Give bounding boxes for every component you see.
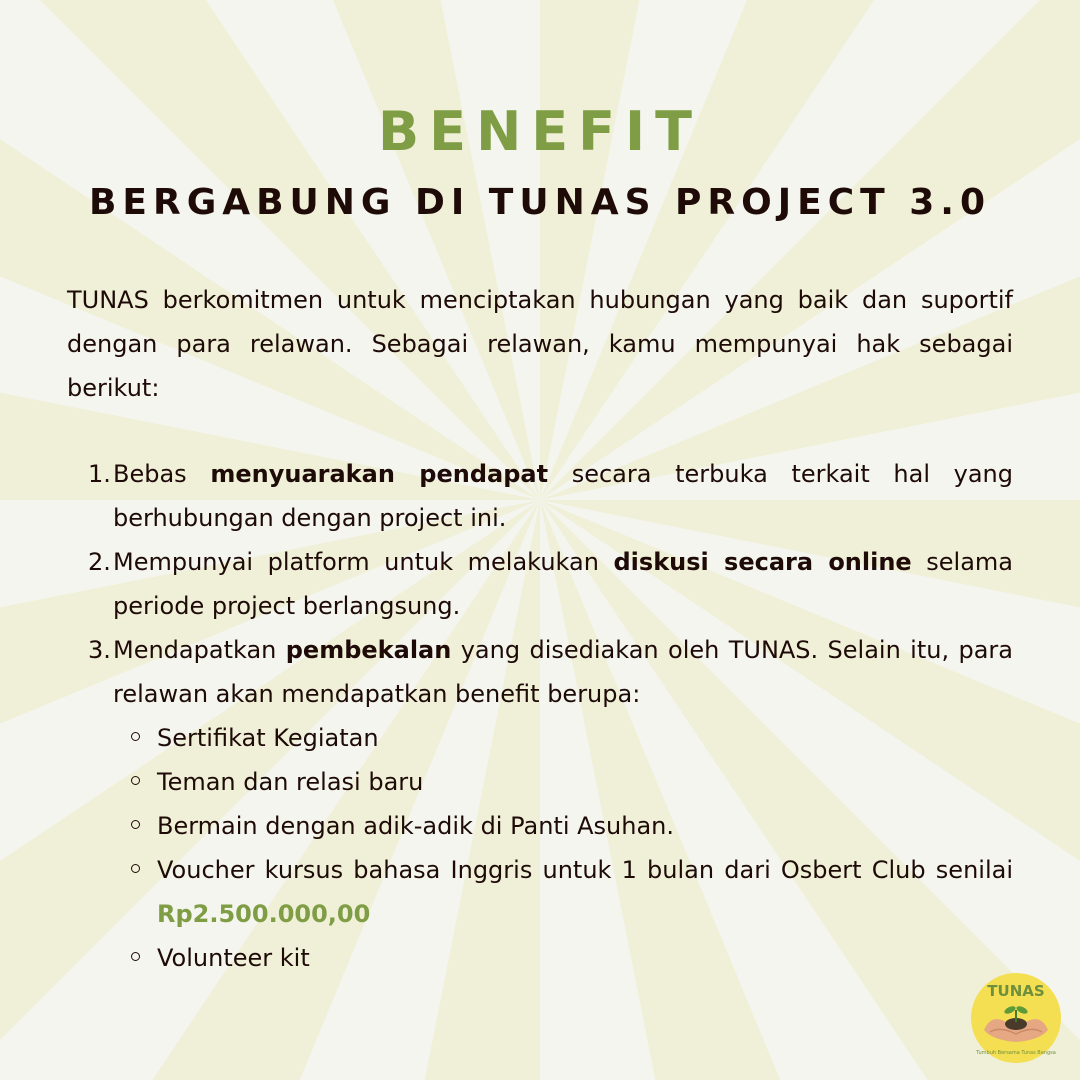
- benefit-text-part: selama periode project berlangsung.: [113, 548, 1013, 620]
- sub-benefit-text: Volunteer kit: [157, 944, 310, 972]
- benefit-text-part: yang disediakan oleh TUNAS. Selain itu, para relawan akan mendapatkan benefit berupa:: [113, 636, 1013, 708]
- benefit-highlight: diskusi secara online: [613, 548, 912, 576]
- title: BENEFIT: [378, 100, 702, 163]
- benefit-highlight: pembekalan: [285, 636, 452, 664]
- benefit-text: [113, 540, 1013, 628]
- benefit-item: [0, 452, 1080, 540]
- logo-text: TUNAS: [987, 982, 1045, 1000]
- benefit-text: [113, 452, 1013, 540]
- sub-benefit-item: [113, 716, 1013, 760]
- logo-tagline: Tumbuh Bersama Tunas Bangsa: [976, 1050, 1056, 1056]
- sub-benefit-list: [113, 716, 1013, 980]
- benefit-text-part: Mendapatkan: [113, 636, 286, 664]
- circle-bullet-icon: [131, 820, 140, 829]
- sub-benefit-text: Teman dan relasi baru: [157, 768, 424, 796]
- benefit-list: [0, 452, 1080, 980]
- tunas-logo: [970, 972, 1062, 1064]
- benefit-number: 1.: [88, 460, 111, 488]
- benefit-text-part: Bebas: [113, 460, 211, 488]
- intro-paragraph: TUNAS berkomitmen untuk menciptakan hubungan yang baik dan suportif dengan para relawan. Sebagai relawan, kamu mempunyai hak sebagai berikut:: [67, 286, 1013, 402]
- benefit-item: [0, 540, 1080, 628]
- circle-bullet-icon: [131, 952, 140, 961]
- benefit-item: [0, 628, 1080, 980]
- benefit-text: [113, 628, 1013, 716]
- benefit-text-part: Mempunyai platform untuk melakukan: [113, 548, 614, 576]
- benefit-highlight: menyuarakan pendapat: [210, 460, 549, 488]
- sub-benefit-text: Sertifikat Kegiatan: [157, 724, 379, 752]
- benefit-number: 3.: [88, 636, 111, 664]
- circle-bullet-icon: [131, 864, 140, 873]
- circle-bullet-icon: [131, 776, 140, 785]
- voucher-price: Rp2.500.000,00: [157, 900, 371, 928]
- subtitle: BERGABUNG DI TUNAS PROJECT 3.0: [88, 182, 992, 223]
- sub-benefit-text: Voucher kursus bahasa Inggris untuk 1 bulan dari Osbert Club senilai: [157, 856, 1013, 884]
- sub-benefit-item: [113, 760, 1013, 804]
- circle-bullet-icon: [131, 732, 140, 741]
- benefit-number: 2.: [88, 548, 111, 576]
- benefit-text-part: secara terbuka terkait hal yang berhubungan dengan project ini.: [113, 460, 1013, 532]
- sub-benefit-text: Bermain dengan adik-adik di Panti Asuhan.: [157, 812, 675, 840]
- sub-benefit-item: [113, 804, 1013, 848]
- sub-benefit-item: [113, 936, 1013, 980]
- sub-benefit-item: [113, 848, 1013, 936]
